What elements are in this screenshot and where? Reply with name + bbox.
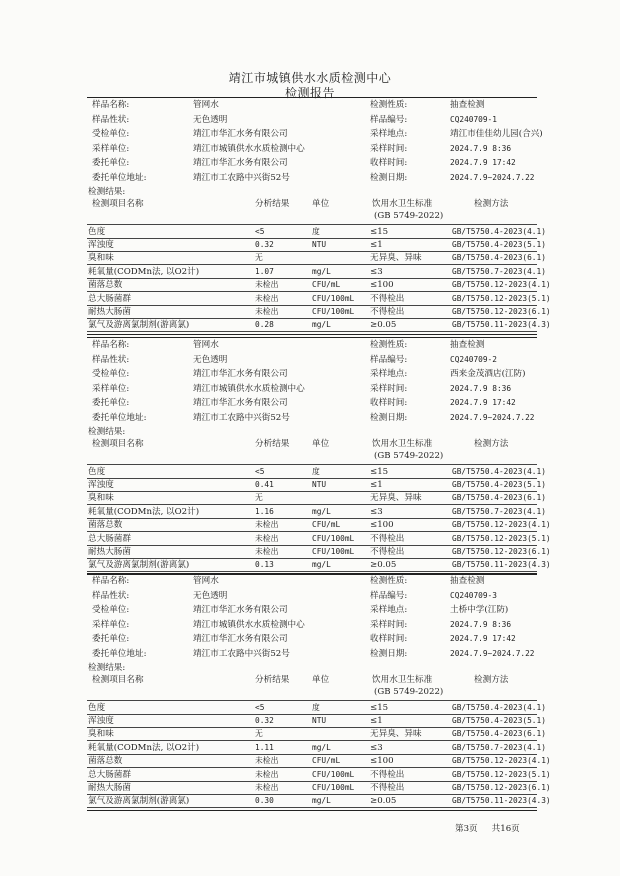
result-unit: CFU/100mL (312, 307, 355, 316)
info-label: 委托单位地址: (92, 173, 147, 183)
info-value-test-nature: 抽查检测 (450, 100, 485, 110)
result-method: GB/T5750.12-2023(4.1) (452, 280, 551, 290)
info-label: 委托单位地址: (92, 649, 147, 659)
result-unit: CFU/100mL (312, 533, 355, 543)
info-value-test-nature: 抽查检测 (450, 340, 485, 350)
result-standard: ≤15 (370, 226, 389, 237)
result-standard: 无异臭、异味 (370, 253, 422, 264)
result-item: 总大肠菌群 (88, 769, 131, 780)
result-standard: ≤3 (370, 506, 383, 517)
result-unit: 度 (312, 702, 320, 712)
table-rule (87, 810, 537, 811)
info-label: 检测性质: (370, 340, 408, 350)
info-label: 采样单位: (92, 619, 130, 630)
result-standard: ≤15 (370, 466, 389, 477)
info-value-test-nature: 抽查检测 (450, 576, 485, 586)
page-footer (455, 822, 534, 834)
col-header-unit: 单位 (312, 198, 330, 209)
col-header-method: 检测方法 (474, 674, 509, 685)
table-rule (87, 337, 537, 338)
result-unit: CFU/100mL (312, 783, 355, 792)
table-rule (87, 781, 537, 782)
result-method: GB/T5750.4-2023(4.1) (452, 702, 546, 712)
info-label: 采样时间: (370, 143, 408, 154)
result-standard: 不得检出 (370, 307, 405, 317)
result-standard: ≥0.05 (370, 560, 397, 571)
result-standard: 不得检出 (370, 783, 405, 793)
result-value: 未检出 (255, 547, 279, 556)
info-label: 委托单位: (92, 398, 130, 409)
result-method: GB/T5750.4-2023(5.1) (452, 480, 546, 489)
result-value: 0.30 (255, 796, 274, 806)
table-rule (87, 531, 537, 532)
col-header-unit: 单位 (312, 438, 330, 449)
table-rule (87, 504, 537, 505)
info-label: 采样地点: (370, 605, 408, 616)
result-item: 浑浊度 (88, 716, 114, 726)
table-rule (87, 464, 537, 465)
result-item: 浑浊度 (88, 240, 114, 250)
result-standard: 不得检出 (370, 769, 405, 780)
info-value-property: 无色透明 (193, 114, 228, 125)
info-value-sample-no: CQ240709-3 (450, 590, 497, 600)
result-item: 色度 (88, 226, 106, 237)
info-value-property: 无色透明 (193, 590, 228, 601)
table-rule (87, 334, 537, 335)
info-label: 受检单位: (92, 605, 130, 616)
result-unit: NTU (312, 480, 327, 489)
result-method: GB/T5750.12-2023(6.1) (452, 783, 551, 792)
info-value-sample-name: 管网水 (193, 340, 219, 350)
result-item: 总大肠菌群 (88, 533, 131, 544)
result-value: <5 (255, 466, 265, 476)
info-value-client-unit: 靖江市华汇水务有限公司 (193, 634, 288, 645)
result-value: 1.11 (255, 742, 274, 752)
result-unit: CFU/mL (312, 520, 341, 530)
result-standard: ≤1 (370, 480, 383, 490)
result-unit: mg/L (312, 320, 331, 330)
result-unit: mg/L (312, 742, 331, 752)
result-value: 0.41 (255, 480, 274, 489)
info-label: 采样单位: (92, 143, 130, 154)
info-value-inspected-unit: 靖江市华汇水务有限公司 (193, 369, 288, 380)
result-method: GB/T5750.4-2023(5.1) (452, 240, 546, 249)
col-header-standard-ref: (GB 5749-2022) (374, 210, 444, 221)
result-value: 1.07 (255, 266, 274, 276)
table-rule (87, 224, 537, 225)
result-standard: 不得检出 (370, 533, 405, 544)
result-item: 耗氧量(CODMn法, 以O2计) (88, 742, 200, 753)
table-rule (87, 97, 537, 98)
info-value-sampling-site: 西来金茂酒店(江防) (450, 369, 526, 380)
info-label: 样品编号: (370, 590, 408, 601)
info-value-client-unit: 靖江市华汇水务有限公司 (193, 158, 288, 169)
table-rule (87, 331, 537, 332)
result-item: 耐热大肠菌 (88, 783, 131, 793)
info-value-sample-no: CQ240709-1 (450, 114, 497, 124)
result-value: 无 (255, 253, 263, 263)
table-rule (87, 264, 537, 265)
info-value-client-address: 靖江市工农路中兴街52号 (193, 413, 290, 423)
result-unit: NTU (312, 716, 327, 725)
info-label: 委托单位: (92, 634, 130, 645)
table-rule (87, 807, 537, 808)
result-standard: ≤100 (370, 280, 394, 291)
table-rule (87, 251, 537, 252)
result-standard: 无异臭、异味 (370, 729, 422, 740)
result-method: GB/T5750.11-2023(4.3) (452, 320, 551, 330)
info-value-property: 无色透明 (193, 354, 228, 365)
result-item: 耗氧量(CODMn法, 以O2计) (88, 266, 200, 277)
result-item: 菌落总数 (88, 520, 123, 531)
info-label: 采样地点: (370, 369, 408, 380)
result-item: 耗氧量(CODMn法, 以O2计) (88, 506, 200, 517)
info-value-receive-time: 2024.7.9 17:42 (450, 158, 516, 168)
info-value-sampling-time: 2024.7.9 8:36 (450, 143, 512, 153)
result-item: 总大肠菌群 (88, 293, 131, 304)
result-unit: NTU (312, 240, 327, 249)
info-label: 委托单位地址: (92, 413, 147, 423)
info-value-sampling-time: 2024.7.9 8:36 (450, 619, 512, 629)
result-item: 臭和味 (88, 493, 114, 504)
result-standard: ≤3 (370, 742, 383, 753)
report-title: 检测报告 (284, 86, 335, 100)
result-value: <5 (255, 702, 265, 712)
results-heading: 检测结果: (88, 186, 126, 197)
info-label: 收样时间: (370, 634, 408, 645)
col-header-standard: 饮用水卫生标准 (372, 674, 433, 685)
info-value-inspected-unit: 靖江市华汇水务有限公司 (193, 605, 288, 616)
info-value-sampling-time: 2024.7.9 8:36 (450, 383, 512, 393)
col-header-result: 分析结果 (255, 438, 290, 449)
result-method: GB/T5750.4-2023(4.1) (452, 226, 546, 236)
result-method: GB/T5750.7-2023(4.1) (452, 506, 546, 516)
table-rule (87, 291, 537, 292)
results-heading: 检测结果: (88, 662, 126, 673)
col-header-unit: 单位 (312, 674, 330, 685)
info-label: 采样地点: (370, 129, 408, 140)
table-rule (87, 491, 537, 492)
table-rule (87, 238, 537, 239)
result-method: GB/T5750.4-2023(6.1) (452, 729, 546, 739)
result-item: 臭和味 (88, 729, 114, 740)
info-label: 检测日期: (370, 413, 408, 423)
info-value-inspected-unit: 靖江市华汇水务有限公司 (193, 129, 288, 140)
info-label: 采样单位: (92, 383, 130, 394)
info-value-receive-time: 2024.7.9 17:42 (450, 398, 516, 408)
table-rule (87, 794, 537, 795)
info-label: 受检单位: (92, 129, 130, 140)
info-value-client-address: 靖江市工农路中兴街52号 (193, 649, 290, 659)
result-standard: ≥0.05 (370, 320, 397, 331)
info-value-sampling-site: 靖江市佳佳幼儿园(合兴) (450, 129, 543, 140)
col-header-item: 检测项目名称 (92, 198, 144, 209)
result-standard: ≤1 (370, 240, 383, 250)
info-value-sampling-unit: 靖江市城镇供水水质检测中心 (193, 143, 305, 154)
info-value-sample-name: 管网水 (193, 576, 219, 586)
result-value: 无 (255, 493, 263, 503)
result-unit: CFU/mL (312, 756, 341, 766)
result-item: 耐热大肠菌 (88, 307, 131, 317)
col-header-standard: 饮用水卫生标准 (372, 198, 433, 209)
info-value-test-date: 2024.7.9~2024.7.22 (450, 649, 535, 658)
info-label: 样品性状: (92, 590, 130, 601)
table-rule (87, 318, 537, 319)
info-value-client-unit: 靖江市华汇水务有限公司 (193, 398, 288, 409)
info-value-sampling-site: 土桥中学(江防) (450, 605, 509, 616)
result-item: 色度 (88, 702, 106, 713)
info-label: 样品名称: (92, 340, 130, 350)
info-label: 检测日期: (370, 649, 408, 659)
result-unit: CFU/100mL (312, 769, 355, 779)
result-method: GB/T5750.4-2023(6.1) (452, 493, 546, 503)
info-value-sample-no: CQ240709-2 (450, 354, 497, 364)
result-standard: ≤1 (370, 716, 383, 726)
result-method: GB/T5750.12-2023(5.1) (452, 769, 551, 779)
table-rule (87, 714, 537, 715)
result-method: GB/T5750.4-2023(5.1) (452, 716, 546, 725)
table-rule (87, 545, 537, 546)
info-label: 检测性质: (370, 100, 408, 110)
result-method: GB/T5750.4-2023(6.1) (452, 253, 546, 263)
info-label: 受检单位: (92, 369, 130, 380)
result-value: 0.28 (255, 320, 274, 330)
table-rule (87, 767, 537, 768)
result-value: 0.32 (255, 716, 274, 725)
result-method: GB/T5750.7-2023(4.1) (452, 742, 546, 752)
info-label: 样品性状: (92, 354, 130, 365)
table-rule (87, 740, 537, 741)
result-unit: mg/L (312, 506, 331, 516)
table-rule (87, 558, 537, 559)
info-label: 委托单位: (92, 158, 130, 169)
table-rule (87, 518, 537, 519)
result-standard: ≤15 (370, 702, 389, 713)
col-header-result: 分析结果 (255, 198, 290, 209)
col-header-standard-ref: (GB 5749-2022) (374, 686, 444, 697)
col-header-item: 检测项目名称 (92, 438, 144, 449)
info-label: 检测日期: (370, 173, 408, 183)
result-method: GB/T5750.12-2023(4.1) (452, 520, 551, 530)
col-header-standard: 饮用水卫生标准 (372, 438, 433, 449)
info-label: 收样时间: (370, 398, 408, 409)
result-method: GB/T5750.12-2023(5.1) (452, 533, 551, 543)
result-value: 未检出 (255, 293, 279, 303)
table-rule (87, 727, 537, 728)
info-label: 样品性状: (92, 114, 130, 125)
info-value-receive-time: 2024.7.9 17:42 (450, 634, 516, 644)
info-label: 样品编号: (370, 354, 408, 365)
result-item: 氯气及游离氯制剂(游离氯) (88, 320, 190, 331)
result-unit: 度 (312, 466, 320, 476)
col-header-method: 检测方法 (474, 198, 509, 209)
result-unit: CFU/100mL (312, 547, 355, 556)
info-label: 样品名称: (92, 576, 130, 586)
result-method: GB/T5750.11-2023(4.3) (452, 796, 551, 806)
result-method: GB/T5750.12-2023(6.1) (452, 547, 551, 556)
result-method: GB/T5750.12-2023(4.1) (452, 756, 551, 766)
result-unit: CFU/100mL (312, 293, 355, 303)
col-header-method: 检测方法 (474, 438, 509, 449)
result-item: 耐热大肠菌 (88, 547, 131, 557)
results-heading: 检测结果: (88, 426, 126, 437)
result-method: GB/T5750.12-2023(5.1) (452, 293, 551, 303)
info-value-sampling-unit: 靖江市城镇供水水质检测中心 (193, 619, 305, 630)
result-unit: 度 (312, 226, 320, 236)
result-unit: mg/L (312, 796, 331, 806)
result-value: 未检出 (255, 756, 279, 766)
result-method: GB/T5750.12-2023(6.1) (452, 307, 551, 316)
result-item: 臭和味 (88, 253, 114, 264)
result-value: 0.32 (255, 240, 274, 249)
info-value-test-date: 2024.7.9~2024.7.22 (450, 173, 535, 182)
result-value: <5 (255, 226, 265, 236)
table-rule (87, 573, 537, 574)
lab-name-title: 靖江市城镇供水水质检测中心 (228, 71, 392, 85)
info-value-sample-name: 管网水 (193, 100, 219, 110)
result-item: 色度 (88, 466, 106, 477)
result-method: GB/T5750.4-2023(4.1) (452, 466, 546, 476)
result-standard: 无异臭、异味 (370, 493, 422, 504)
result-item: 菌落总数 (88, 280, 123, 291)
table-rule (87, 478, 537, 479)
result-unit: mg/L (312, 266, 331, 276)
col-header-result: 分析结果 (255, 674, 290, 685)
table-rule (87, 278, 537, 279)
result-value: 未检出 (255, 769, 279, 779)
result-item: 氯气及游离氯制剂(游离氯) (88, 796, 190, 807)
result-standard: ≤3 (370, 266, 383, 277)
info-label: 收样时间: (370, 158, 408, 169)
result-method: GB/T5750.11-2023(4.3) (452, 560, 551, 570)
info-value-client-address: 靖江市工农路中兴街52号 (193, 173, 290, 183)
result-standard: ≤100 (370, 756, 394, 767)
result-unit: CFU/mL (312, 280, 341, 290)
info-value-test-date: 2024.7.9~2024.7.22 (450, 413, 535, 422)
table-rule (87, 754, 537, 755)
result-standard: 不得检出 (370, 547, 405, 557)
result-value: 未检出 (255, 783, 279, 792)
table-rule (87, 305, 537, 306)
info-value-sampling-unit: 靖江市城镇供水水质检测中心 (193, 383, 305, 394)
info-label: 采样时间: (370, 383, 408, 394)
info-label: 检测性质: (370, 576, 408, 586)
result-value: 0.13 (255, 560, 274, 570)
result-method: GB/T5750.7-2023(4.1) (452, 266, 546, 276)
result-unit: mg/L (312, 560, 331, 570)
result-value: 未检出 (255, 307, 279, 316)
result-standard: 不得检出 (370, 293, 405, 304)
result-standard: ≥0.05 (370, 796, 397, 807)
page-total: 共16页 (491, 824, 520, 834)
result-value: 1.16 (255, 506, 274, 516)
info-label: 采样时间: (370, 619, 408, 630)
result-value: 未检出 (255, 280, 279, 290)
col-header-standard-ref: (GB 5749-2022) (374, 450, 444, 461)
page-number: 第3页 (455, 824, 478, 834)
result-item: 氯气及游离氯制剂(游离氯) (88, 560, 190, 571)
result-item: 浑浊度 (88, 480, 114, 490)
result-standard: ≤100 (370, 520, 394, 531)
info-label: 样品编号: (370, 114, 408, 125)
result-value: 未检出 (255, 533, 279, 543)
info-label: 样品名称: (92, 100, 130, 110)
result-value: 未检出 (255, 520, 279, 530)
table-rule (87, 700, 537, 701)
result-value: 无 (255, 729, 263, 739)
col-header-item: 检测项目名称 (92, 674, 144, 685)
result-item: 菌落总数 (88, 756, 123, 767)
